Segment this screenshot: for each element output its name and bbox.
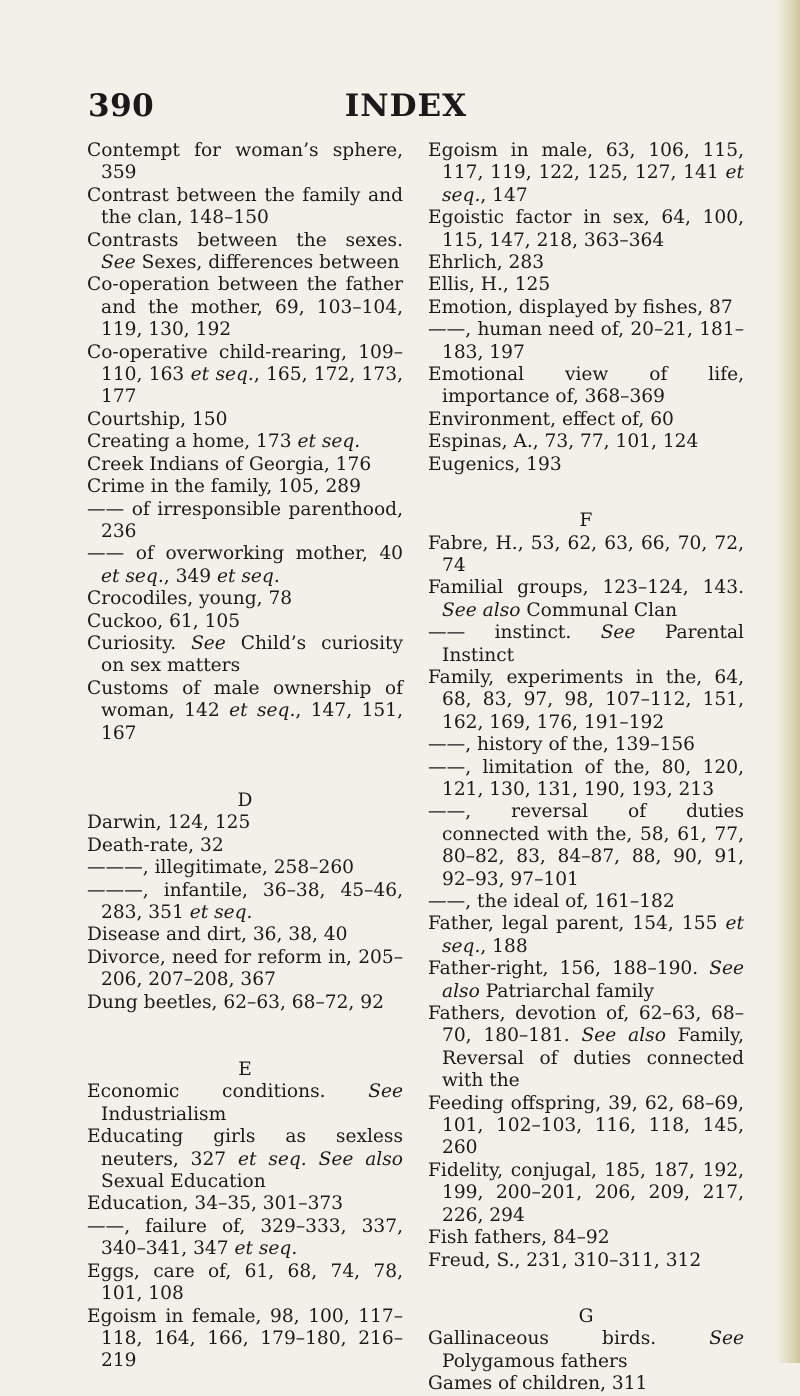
index-entry: ——, the ideal of, 161–182	[428, 891, 675, 912]
index-entry: Divorce, need for reform in, 205–206, 207–208, 367	[87, 946, 403, 991]
section-gap	[428, 476, 744, 510]
index-entry: Eggs, care of, 61, 68, 74, 78, 101, 108	[87, 1260, 403, 1305]
index-entry: Environment, effect of, 60	[428, 408, 674, 430]
index-entry: Contrast between the family and the clan, 148–150	[87, 184, 403, 229]
index-entry: ———, illegitimate, 258–260	[87, 857, 355, 879]
index-entry: Fabre, H., 53, 62, 63, 66, 70, 72, 74	[428, 532, 744, 576]
index-entry: Contempt for woman’s sphere, 359	[87, 140, 403, 184]
index-entry: Egoism in male, 63, 106, 115, 117, 119, 122, 125, 127, 141 et seq., 147	[428, 140, 744, 206]
index-entry: —— of irresponsible parenthood, 236	[87, 498, 403, 542]
index-entry: Emotion, displayed by fishes, 87	[428, 296, 733, 318]
index-entry: Crime in the family, 105, 289	[87, 476, 361, 498]
running-head-title: INDEX	[344, 88, 468, 124]
index-entry: Co-operation between the father and the mother, 69, 103–104, 119, 130, 192	[87, 274, 403, 341]
section-letter-heading: F	[579, 510, 593, 532]
index-entry: Father-right, 156, 188–190. See also Patriarchal family	[428, 958, 744, 1002]
page-header	[88, 88, 724, 128]
index-entry: ——, history of the, 139–156	[428, 734, 695, 756]
index-entry: Father, legal parent, 154, 155 et seq., 188	[428, 913, 744, 957]
index-entry: Curiosity. See Child’s curiosity on sex matters	[87, 632, 403, 677]
index-entry: Ehrlich, 283	[428, 252, 545, 274]
index-entry: Co-operative child-rearing, 109–110, 163 et seq., 165, 172, 173, 177	[87, 341, 403, 408]
index-entry: ——, failure of, 329–333, 337, 340–341, 347 et seq.	[87, 1215, 403, 1260]
index-column-right	[428, 140, 744, 1396]
index-entry: Crocodiles, young, 78	[87, 588, 293, 610]
index-entry: ——, human need of, 20–21, 181–183, 197	[428, 319, 744, 363]
index-entry: ——, limitation of the, 80, 120, 121, 130, 131, 190, 193, 213	[428, 756, 744, 800]
index-entry: ———, infantile, 36–38, 45–46, 283, 351 et seq.	[87, 879, 403, 923]
index-entry: Education, 34–35, 301–373	[87, 1193, 344, 1215]
section-gap	[87, 1014, 403, 1059]
index-entry: Fathers, devotion of, 62–63, 68–70, 180–181. See also Family, Reversal of duties connected with the	[428, 1003, 744, 1092]
index-column-left	[87, 140, 403, 1373]
page-edge-shading	[776, 0, 800, 1363]
index-entry: Disease and dirt, 36, 38, 40	[87, 924, 348, 946]
index-entry: —— instinct. See Parental Instinct	[428, 622, 744, 666]
page-number: 390	[88, 88, 155, 124]
index-entry: Educating girls as sexless neuters, 327 et seq. See also Sexual Education	[87, 1126, 403, 1193]
section-letter-heading: G	[578, 1305, 594, 1327]
index-entry: Death-rate, 32	[87, 834, 224, 856]
section-gap	[87, 745, 403, 790]
index-entry: Egoism in female, 98, 100, 117–118, 164, 166, 179–180, 216–219	[87, 1305, 403, 1372]
index-entry: Freud, S., 231, 310–311, 312	[428, 1249, 702, 1271]
index-entry: Dung beetles, 62–63, 68–72, 92	[87, 991, 384, 1013]
section-letter-heading: D	[237, 789, 253, 811]
index-entry: Gallinaceous birds. See Polygamous fathers	[428, 1328, 744, 1372]
index-entry: —— of overworking mother, 40 et seq., 349 et seq.	[87, 543, 403, 587]
index-entry: Creating a home, 173 et seq.	[87, 431, 361, 453]
index-entry: Emotional view of life, importance of, 368–369	[428, 364, 744, 408]
index-entry: Fish fathers, 84–92	[428, 1227, 610, 1249]
index-entry: Customs of male ownership of woman, 142 et seq., 147, 151, 167	[87, 677, 403, 744]
index-entry: Fidelity, conjugal, 185, 187, 192, 199, 200–201, 206, 209, 217, 226, 294	[428, 1159, 744, 1226]
index-entry: Espinas, A., 73, 77, 101, 124	[428, 431, 699, 453]
index-entry: Ellis, H., 125	[428, 274, 551, 296]
index-entry: Darwin, 124, 125	[87, 812, 251, 834]
index-entry: Contrasts between the sexes. See Sexes, differences between	[87, 229, 403, 274]
index-entry: Familial groups, 123–124, 143. See also Communal Clan	[428, 577, 744, 621]
index-entry: Creek Indians of Georgia, 176	[87, 453, 372, 475]
index-entry: Economic conditions. See Industrialism	[87, 1081, 403, 1125]
index-entry: Eugenics, 193	[428, 453, 562, 475]
index-entry: Courtship, 150	[87, 408, 228, 430]
section-gap	[428, 1272, 744, 1306]
index-entry: ——, reversal of duties connected with the, 58, 61, 77, 80–82, 83, 84–87, 88, 90, 91, 92–93, 97–101	[428, 801, 744, 890]
index-entry: Egoistic factor in sex, 64, 100, 115, 147, 218, 363–364	[428, 207, 744, 251]
section-letter-heading: E	[238, 1059, 252, 1081]
index-entry: Feeding offspring, 39, 62, 68–69, 101, 102–103, 116, 118, 145, 260	[428, 1092, 744, 1159]
index-entry: Family, experiments in the, 64, 68, 83, 97, 98, 107–112, 151, 162, 169, 176, 191–192	[428, 666, 744, 733]
index-entry: Games of children, 311	[428, 1373, 648, 1395]
index-entry: Cuckoo, 61, 105	[87, 610, 241, 632]
